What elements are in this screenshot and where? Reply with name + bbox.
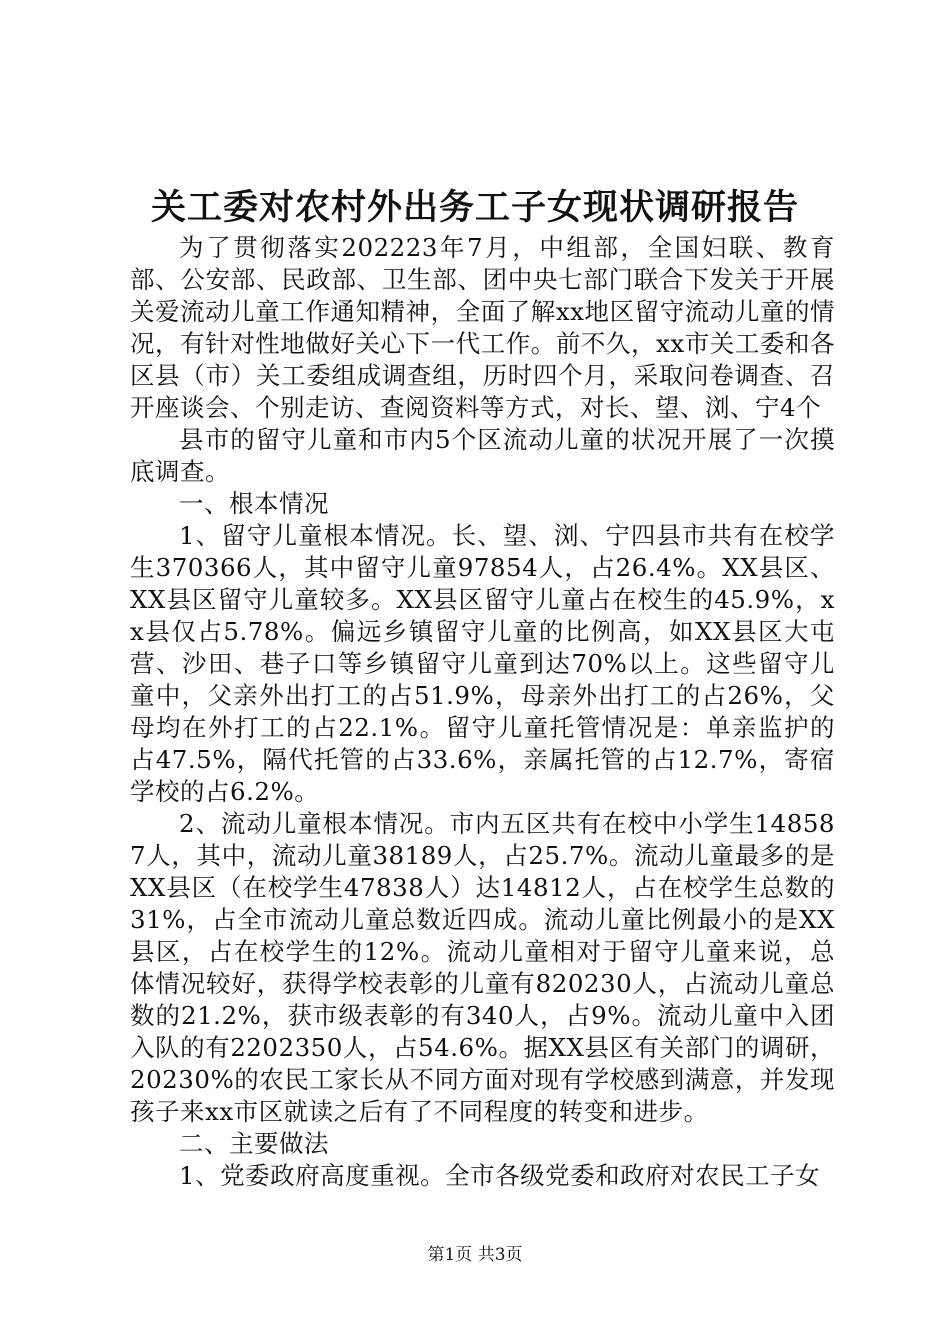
paragraph-intro: 为了贯彻落实202223年7月，中组部，全国妇联、教育部、公安部、民政部、卫生部、团中央七部门联合下发关于开展关爱流动儿童工作通知精神，全面了解xx地区留守流动儿童的情况，有针对性地做好关心下一代工作。前不久，xx市关工委和各区县（市）关工委组成调查组，历时四个月，采取问卷调查、召开座谈会、个别走访、查阅资料等方式，对长、望、浏、宁4个 <box>130 233 835 422</box>
document-body <box>130 232 835 1192</box>
paragraph-party-government: 1、党委政府高度重视。全市各级党委和政府对农民工子女 <box>179 1161 821 1190</box>
paragraph-left-behind-children: 1、留守儿童根本情况。长、望、浏、宁四县市共有在校学生370366人，其中留守儿童97854人，占26.4%。XX县区、XX县区留守儿童较多。XX县区留守儿童占在校生的45.9%，xx县仅占5.78%。偏远乡镇留守儿童的比例高，如XX县区大屯营、沙田、巷子口等乡镇留守儿童到达70%以上。这些留守儿童中，父亲外出打工的占51.9%，母亲外出打工的占26%，父母均在外打工的占22.1%。留守儿童托管情况是：单亲监护的占47.5%，隔代托管的占33.6%，亲属托管的占12.7%，寄宿学校的占6.2%。 <box>130 521 835 806</box>
paragraph-migrant-children: 2、流动儿童根本情况。市内五区共有在校中小学生148587人，其中，流动儿童38189人，占25.7%。流动儿童最多的是XX县区（在校学生47838人）达14812人，占在校学生总数的31%，占全市流动儿童总数近四成。流动儿童比例最小的是XX县区，占在校学生的12%。流动儿童相对于留守儿童来说，总体情况较好，获得学校表彰的儿童有820230人，占流动儿童总数的21.2%，获市级表彰的有340人，占9%。流动儿童中入团入队的有2202350人，占54.6%。据XX县区有关部门的调研，20230%的农民工家长从不同方面对现有学校感到满意，并发现孩子来xx市区就读之后有了不同程度的转变和进步。 <box>130 809 835 1126</box>
section-heading-main-practices: 二、主要做法 <box>179 1129 329 1158</box>
document-title: 关工委对农村外出务工子女现状调研报告 <box>150 187 799 228</box>
section-heading-basic-situation: 一、根本情况 <box>179 489 329 518</box>
paragraph-intro-continued: 县市的留守儿童和市内5个区流动儿童的状况开展了一次摸底调查。 <box>130 425 835 486</box>
page-footer: 第1页 共3页 <box>427 1245 523 1265</box>
